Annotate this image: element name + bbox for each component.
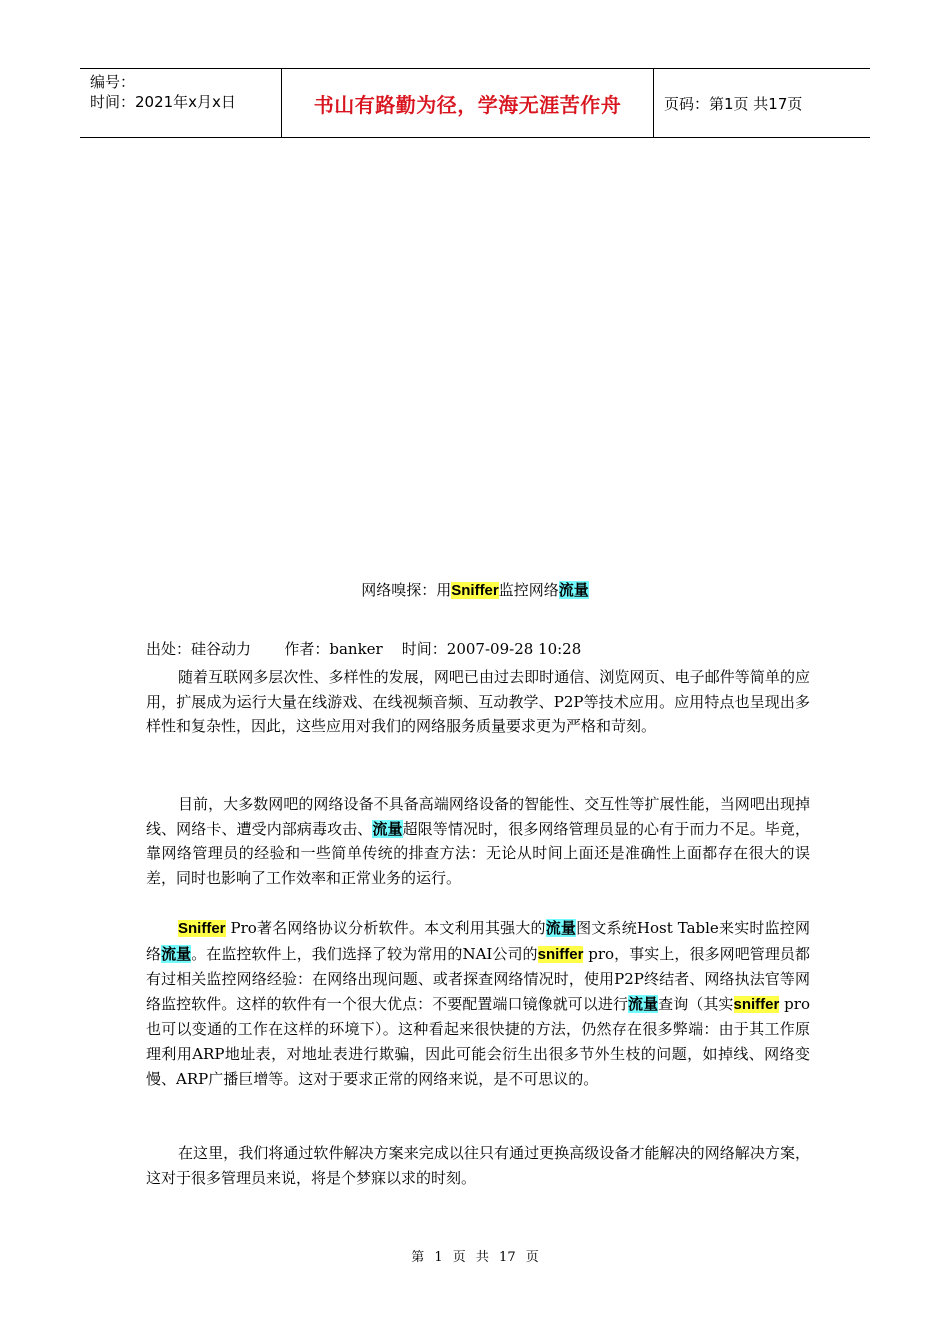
- keyword-traffic: 流量: [161, 944, 192, 963]
- paragraph-3-text-c: 。在监控软件上，我们选择了较为常用的NAI公司的: [191, 944, 538, 963]
- paragraph-2-text-a: 目前，大多数网吧的网络设备不具备高端网络设备的智能性、交互性等扩展性能，当网吧出现掉线、网络卡、遭受内部病毒攻击、: [146, 795, 810, 838]
- header-info-cell: [80, 69, 282, 137]
- article-meta: 出处：硅谷动力 作者：banker 时间：2007-09-28 10:28: [146, 640, 582, 658]
- keyword-sniffer: sniffer: [733, 995, 780, 1013]
- time-label: 时间：2021年x月x日: [90, 93, 236, 111]
- header-page-info: 页码：第1页 共17页: [664, 94, 803, 113]
- number-label: 编号：: [90, 73, 136, 91]
- paragraph-3-text-f: pro也可以变通的工作在这样的环境下）。这种看起来很快捷的方法，仍然存在很多弊端：由于其工作原理利用ARP地址表，对地址表进行欺骗，因此可能会衍生出很多节外生枝的问题，如掉线、网络变慢、ARP广播巨增等。这对于要求正常的网络来说，是不可思议的。: [146, 994, 810, 1088]
- title-keyword-sniffer: Sniffer: [451, 582, 499, 599]
- paragraph-2-text-b: 超限等情况时，很多网络管理员显的心有于而力不足。毕竟，靠网络管理员的经验和一些简单传统的排查方法：无论从时间上面还是准确性上面都存在很大的误差，同时也影响了工作效率和正常业务的运行。: [146, 819, 810, 887]
- keyword-sniffer: sniffer: [537, 945, 584, 963]
- keyword-traffic: 流量: [628, 994, 659, 1013]
- header-motto: 书山有路勤为径，学海无涯苦作舟: [282, 69, 654, 137]
- paragraph-3-text-a: Pro著名网络协议分析软件。本文利用其强大的: [225, 919, 546, 937]
- title-prefix: 网络嗅探：用: [361, 581, 452, 599]
- paragraph-3-text-b: 图文系统Host Table来实时监控网络: [146, 919, 810, 963]
- keyword-traffic: 流量: [372, 819, 403, 838]
- page-header: [80, 68, 870, 138]
- title-mid: 监控网络: [498, 581, 559, 599]
- paragraph-4: 在这里，我们将通过软件解决方案来完成以往只有通过更换高级设备才能解决的网络解决方案，这对于很多管理员来说，将是个梦寐以求的时刻。: [146, 1144, 810, 1187]
- article-title: [0, 578, 950, 603]
- paragraph-3-text-e: 查询（其实: [658, 994, 734, 1013]
- title-keyword-traffic: 流量: [558, 581, 589, 599]
- keyword-sniffer: Sniffer: [178, 920, 226, 937]
- page-footer: 第 1 页 共 17 页: [411, 1250, 539, 1265]
- paragraph-1: 随着互联网多层次性、多样性的发展，网吧已由过去即时通信、浏览网页、电子邮件等简单的应用，扩展成为运行大量在线游戏、在线视频音频、互动教学、P2P等技术应用。应用特点也呈现出多样性和复杂性，因此，这些应用对我们的网络服务质量要求更为严格和苛刻。: [146, 668, 810, 736]
- paragraph-3-text-d: pro，事实上，很多网吧管理员都有过相关监控网络经验：在网络出现问题、或者探查网络情况时，使用P2P终结者、网络执法官等网络监控软件。这样的软件有一个很大优点：不要配置端口镜像就可以进行: [146, 944, 810, 1013]
- paragraph-2: [146, 792, 810, 890]
- keyword-traffic: 流量: [545, 919, 577, 937]
- paragraph-3: [146, 916, 810, 1091]
